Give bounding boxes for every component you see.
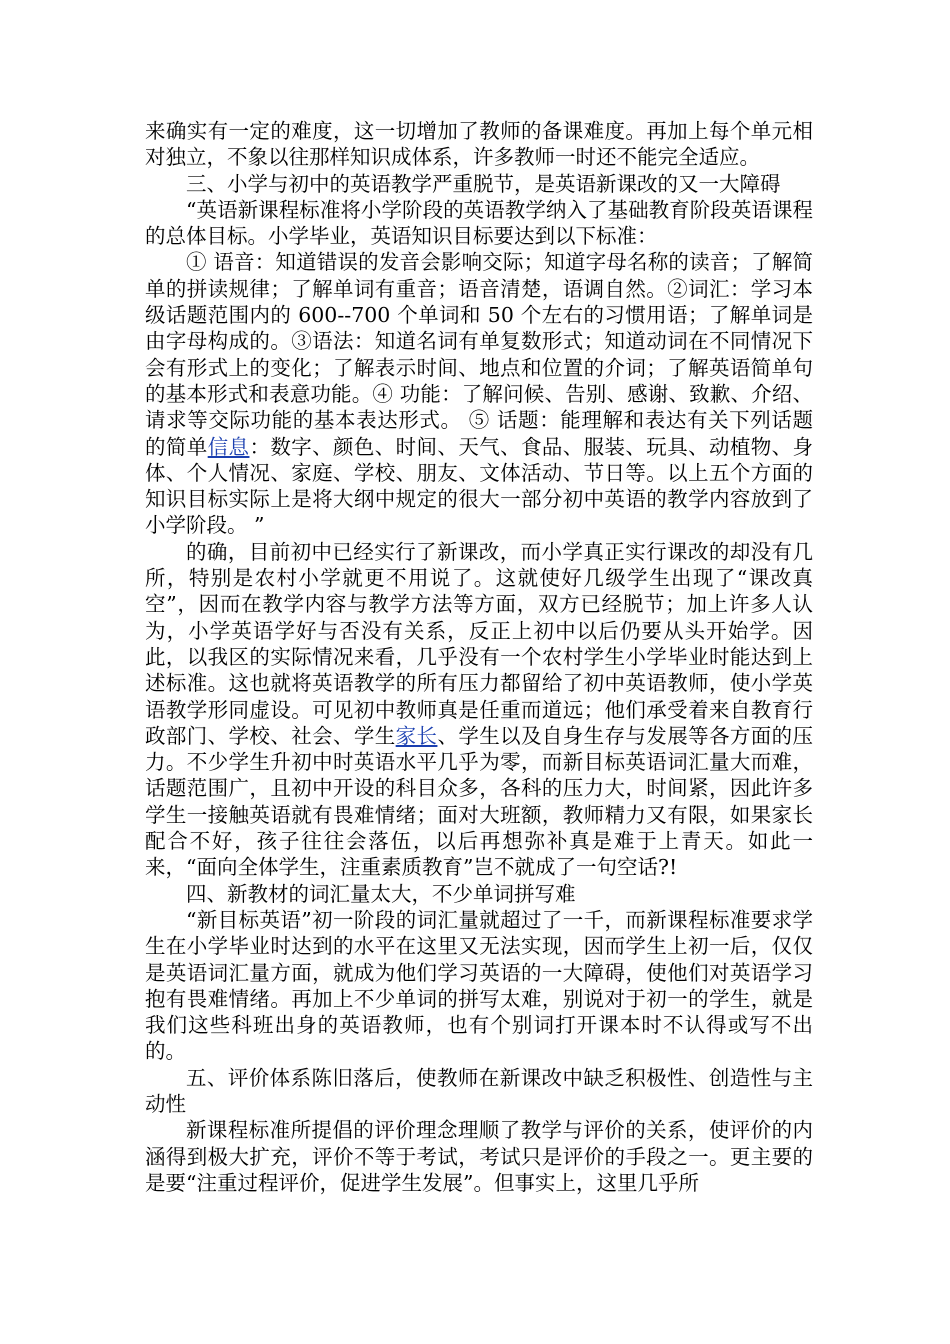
text-segment: 的确，目前初中已经实行了新课改，而小学真正实行课改的却没有几所，特别是农村小学就更不用说了。这就使好几级学生出现了“课改真空”，因而在教学内容与教学方法等方面，双方已经脱节；加上许多人认为，小学英语学好与否没有关系，反正上初中以后仍要从头开始学。因此，以我区的实际情况来看，几乎没有一个农村学生小学毕业时能达到上述标准。这也就将英语教学的所有压力都留给了初中英语教师，使小学英语教学形同虚设。可见初中教师真是任重而道远；他们承受着来自教育行政部门、学校、社会、学生 [145, 539, 813, 748]
section-heading-5: 五、评价体系陈旧落后，使教师在新课改中缺乏积极性、创造性与主动性 [145, 1065, 813, 1116]
paragraph-vocabulary: “新目标英语”初一阶段的词汇量就超过了一千，而新课程标准要求学生在小学毕业时达到的水平在这里又无法实现，因而学生上初一后，仅仅是英语词汇量方面，就成为他们学习英语的一大障碍，使他们对英语学习抱有畏难情绪。再加上不少单词的拼写太难，别说对于初一的学生，就是我们这些科班出身的英语教师，也有个别词打开课本时不认得或写不出的。 [145, 907, 813, 1064]
link-information[interactable]: 信息 [207, 434, 250, 459]
paragraph-standard-intro: “英语新课程标准将小学阶段的英语教学纳入了基础教育阶段英语课程的总体目标。小学毕业，英语知识目标要达到以下标准： [145, 197, 813, 249]
section-heading-4: 四、新教材的词汇量太大，不少单词拼写难 [186, 881, 576, 906]
paragraph-knowledge-targets [145, 249, 813, 538]
text-segment: ① 语音：知道错误的发音会影响交际；知道字母名称的读音；了解简单的拼读规律；了解单词有重音；语音清楚，语调自然。②词汇：学习本级话题范围内的 600--700 个单词和 50 个左右的习惯用语；了解单词是由字母构成的。③语法：知道名词有单复数形式；知道动词在不同情况下会有形式上的变化；了解表示时间、地点和位置的介词；了解英语简单句的基本形式和表意功能。④ 功能：了解问候、告别、感谢、致歉、介绍、请求等交际功能的基本表达形式。 ⑤ 话题：能理解和表达有关下列话题的简单 [145, 250, 813, 459]
text-segment: ：数字、颜色、时间、天气、食品、服装、玩具、动植物、身体、个人情况、家庭、学校、朋友、文体活动、节日等。以上五个方面的知识目标实际上是将大纲中规定的很大一部分初中英语的教学内容放到了小学阶段。 ” [145, 434, 814, 538]
link-parents[interactable]: 家长 [395, 723, 438, 748]
paragraph-continuation: 来确实有一定的难度，这一切增加了教师的备课难度。再加上每个单元相对独立，不象以往那样知识成体系，许多教师一时还不能完全适应。 [145, 119, 813, 170]
paragraph-curriculum-gap [145, 539, 813, 881]
document-page [145, 118, 813, 1196]
section-heading-3: 三、小学与初中的英语教学严重脱节，是英语新课改的又一大障碍 [186, 171, 781, 196]
text-segment: 、学生以及自身生存与发展等各方面的压力。不少学生升初中时英语水平几乎为零，而新目标英语词汇量大而难，话题范围广，且初中开设的科目众多，各科的压力大，时间紧，因此许多学生一接触英语就有畏难情绪；面对大班额，教师精力又有限，如果家长配合不好，孩子往往会落伍，以后再想弥补真是难于上青天。如此一来，“面向全体学生，注重素质教育”岂不就成了一句空话?! [145, 723, 814, 880]
paragraph-evaluation: 新课程标准所提倡的评价理念理顺了教学与评价的关系，使评价的内涵得到极大扩充，评价不等于考试，考试只是评价的手段之一。更主要的是要“注重过程评价，促进学生发展”。但事实上，这里几乎所 [145, 1118, 813, 1195]
